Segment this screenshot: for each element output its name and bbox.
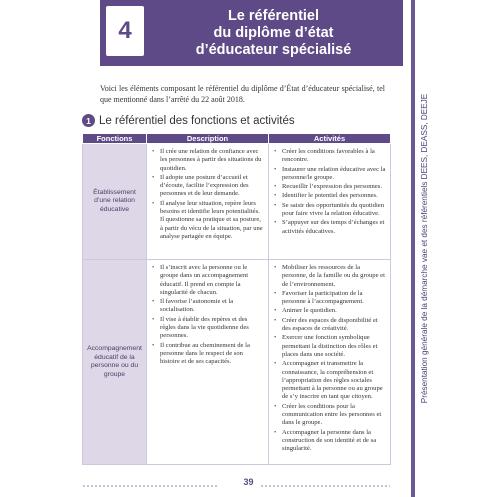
- side-tab-label-wrapper: [415, 0, 435, 497]
- description-cell: [147, 260, 269, 465]
- footer-divider-right: [260, 485, 390, 487]
- reference-table: [82, 133, 391, 465]
- column-header-description: Description: [147, 134, 269, 144]
- activity-item: • Accompagner la personne dans la construction de son identité et de sa singularité.: [274, 429, 386, 454]
- activity-item: • Favoriser la participation de la personne à l’accompagnement.: [274, 290, 386, 307]
- activity-item: • Instaurer une relation éducative avec la personne/le groupe.: [274, 166, 386, 183]
- activity-item: • Se saisir des opportunités du quotidien pour faire vivre la relation éducative.: [274, 202, 386, 219]
- side-tab-label: Présentation générale de la démarche vae et des référentiels DEES, DEASS, DEEJE: [420, 93, 430, 404]
- column-header-functions: Fonctions: [83, 134, 147, 144]
- chapter-title-line: Le référentiel: [227, 7, 320, 24]
- activities-cell: [269, 144, 391, 260]
- table-row: [83, 144, 391, 260]
- column-header-activities: Activités: [269, 134, 391, 144]
- activity-item: • Accompagner et transmettre la connaissance, la compréhension et l’appropriation des règles sociales permettant à la personne ou au groupe de s’y inscrire en tant que citoyen.: [274, 360, 386, 401]
- description-item: • Il contribue au cheminement de la personne dans le respect de son histoire et de ses capacités.: [152, 342, 264, 367]
- activity-item: • Créer des espaces de disponibilité et des espaces de créativité.: [274, 317, 386, 334]
- description-item: • Il adopte une posture d’accueil et d’écoute, facilite l’expression des personnes et de leur demande.: [152, 174, 264, 199]
- description-item: • Il crée une relation de confiance avec les personnes à partir des situations du quotidien.: [152, 148, 264, 173]
- chapter-title: [150, 6, 397, 60]
- page-number: 39: [243, 477, 254, 487]
- table-row: [83, 260, 391, 465]
- activity-item: • Mobiliser les ressources de la personne, de la famille ou du groupe et de l’environnement.: [274, 264, 386, 289]
- side-tab: [411, 0, 497, 497]
- function-cell: Accompagnement éducatif de la personne ou du groupe: [83, 260, 147, 465]
- description-cell: [147, 144, 269, 260]
- activity-item: • Créer les conditions favorables à la rencontre.: [274, 148, 386, 165]
- description-item: • Il s’inscrit avec la personne ou le groupe dans un accompagnement éducatif. Il prend en compte la singularité de chacun.: [152, 264, 264, 297]
- activity-item: • Exercer une fonction symbolique permettant la distinction des rôles et places dans une société.: [274, 334, 386, 359]
- section-heading: [82, 114, 295, 127]
- description-item: • Il vise à établir des repères et des règles dans la vie quotidienne des personnes.: [152, 316, 264, 341]
- activities-cell: [269, 260, 391, 465]
- intro-paragraph: Voici les éléments composant le référentiel du diplôme d’État d’éducateur spécialisé, tel que mentionné dans l’arrêté du 22 août 2018.: [100, 84, 385, 104]
- activity-item: • Identifier le potentiel des personnes.: [274, 192, 386, 200]
- section-title: Le référentiel des fonctions et activités: [99, 114, 295, 127]
- chapter-header: [100, 0, 403, 66]
- activity-item: • Créer les conditions pour la communication entre les personnes et dans le groupe.: [274, 403, 386, 428]
- chapter-title-line: du diplôme d’état: [213, 24, 334, 41]
- activity-item: • Recueillir l’expression des personnes.: [274, 183, 386, 191]
- chapter-number: 4: [106, 6, 144, 56]
- description-item: • Il favorise l’autonomie et la socialisation.: [152, 298, 264, 315]
- activity-item: • Animer le quotidien.: [274, 307, 386, 315]
- description-item: • Il analyse leur situation, repère leurs besoins et identifie leurs potentialités. Il questionne sa pratique et sa posture, à partir du vécu de la situation, par une analyse partagée en équipe.: [152, 200, 264, 241]
- table-header-row: [83, 134, 391, 144]
- chapter-title-line: d’éducateur spécialisé: [195, 41, 352, 58]
- section-number-badge: 1: [82, 114, 95, 127]
- function-cell: Établissement d’une relation éducative: [83, 144, 147, 260]
- activity-item: • S’appuyer sur des temps d’échanges et activités éducatives.: [274, 219, 386, 236]
